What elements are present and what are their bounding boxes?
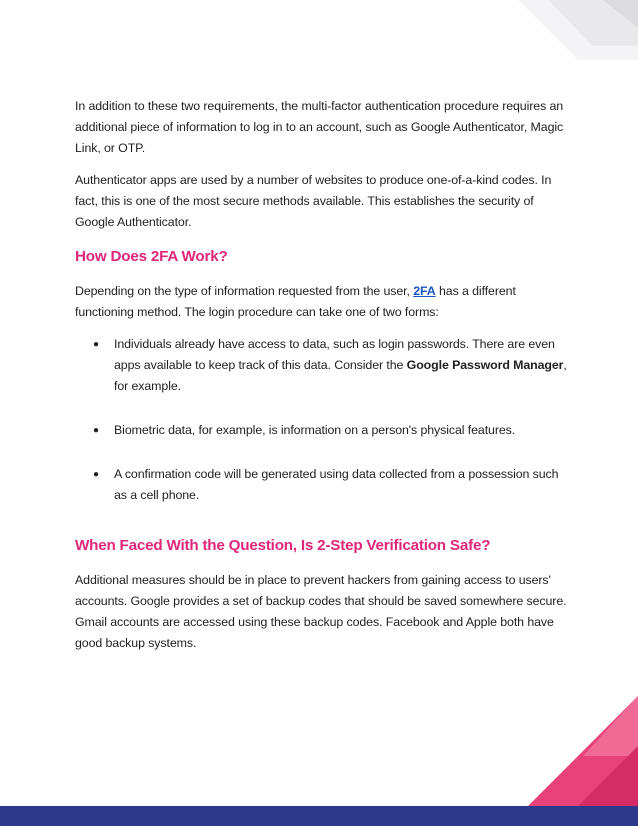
list-item — [93, 334, 570, 397]
paragraph-2fa-intro — [75, 281, 570, 323]
bullet1-text-after: , for example. — [114, 358, 567, 393]
document-content — [75, 96, 570, 665]
intro-text-after: has a different functioning method. The login procedure can take one of two forms: — [75, 284, 516, 319]
section-heading-how-2fa-works: How Does 2FA Work? — [75, 248, 228, 265]
list-item — [93, 464, 570, 506]
bullet1-text-before: Individuals already have access to data, such as login passwords. There are even apps available to keep track of this data. Consider the — [114, 337, 555, 372]
list-item — [93, 420, 570, 441]
bullet-icon: ● — [93, 425, 99, 436]
paragraph-intro: In addition to these two requirements, the multi-factor authentication procedure requires an additional piece of information to log in to an account, such as Google Authenticator, Magic Link, or OTP. — [75, 99, 564, 155]
intro-text-before: Depending on the type of information requested from the user, — [75, 284, 414, 298]
login-forms-list — [75, 334, 570, 506]
bullet1-bold-text: Google Password Manager — [406, 358, 564, 372]
bullet-icon: ● — [93, 339, 99, 350]
paragraph-authenticator: Authenticator apps are used by a number of websites to produce one-of-a-kind codes. In fact, this is one of the most secure methods available. This establishes the security of Google Authenticator. — [75, 173, 552, 229]
paragraph-backup-codes: Additional measures should be in place to prevent hackers from gaining access to users' accounts. Google provides a set of backup codes that should be saved somewhere secure. Gmail accounts are accessed using these backup codes. Facebook and Apple both have good backup systems. — [75, 573, 567, 650]
bullet-icon: ● — [93, 469, 99, 480]
2fa-link[interactable]: 2FA — [413, 284, 436, 298]
bullet3-text: A confirmation code will be generated using data collected from a possession such as a cell phone. — [114, 467, 559, 502]
section-heading-2-step-safe: When Faced With the Question, Is 2-Step Verification Safe? — [75, 537, 491, 554]
bullet2-text: Biometric data, for example, is information on a person's physical features. — [114, 423, 516, 437]
top-right-corner-decoration — [518, 0, 638, 60]
bottom-bar — [0, 806, 638, 826]
